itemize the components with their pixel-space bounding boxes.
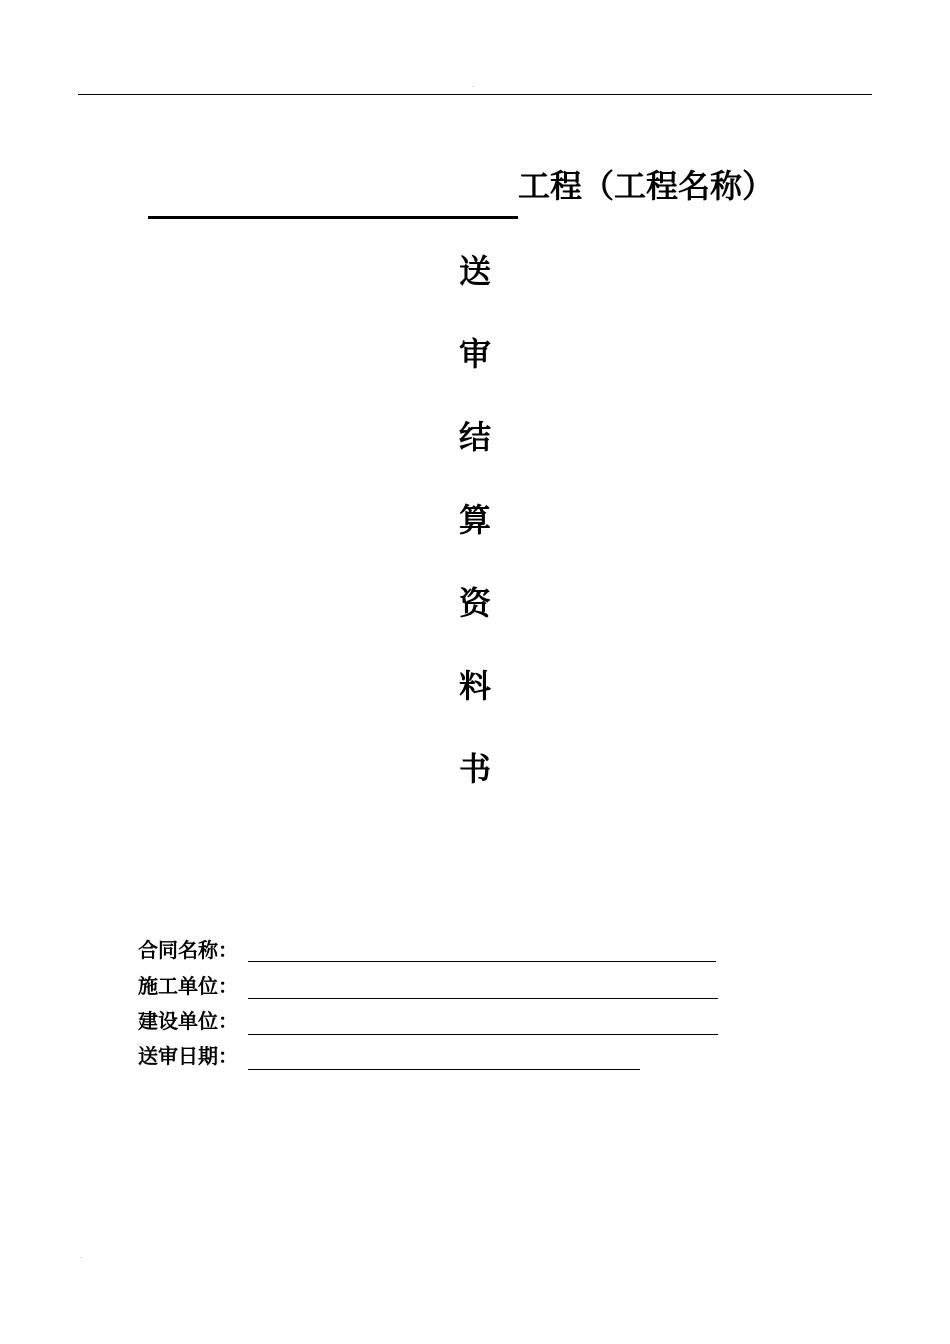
title-char: 书 (458, 750, 491, 788)
contractor-label: 施工单位： (138, 974, 238, 998)
title-char: 送 (458, 252, 491, 290)
contract-name-label: 合同名称： (138, 938, 238, 962)
title-char: 结 (458, 418, 491, 456)
project-title: 工程（工程名称） (518, 167, 775, 205)
header-rule (78, 94, 872, 95)
owner-fill-line (248, 1034, 718, 1035)
document-title-vertical (445, 248, 505, 829)
project-name-blank-line (148, 216, 518, 219)
contractor-fill-line (248, 998, 718, 999)
submission-date-label: 送审日期： (138, 1044, 238, 1068)
title-char: 资 (458, 584, 491, 622)
title-char: 审 (458, 335, 491, 373)
owner-label: 建设单位： (138, 1009, 238, 1033)
footer-mark: . (80, 1253, 82, 1260)
title-char: 料 (458, 667, 491, 705)
submission-date-fill-line (248, 1069, 640, 1070)
contract-name-fill-line (248, 961, 716, 962)
title-char: 算 (458, 501, 491, 539)
header-mark: . (472, 82, 474, 89)
